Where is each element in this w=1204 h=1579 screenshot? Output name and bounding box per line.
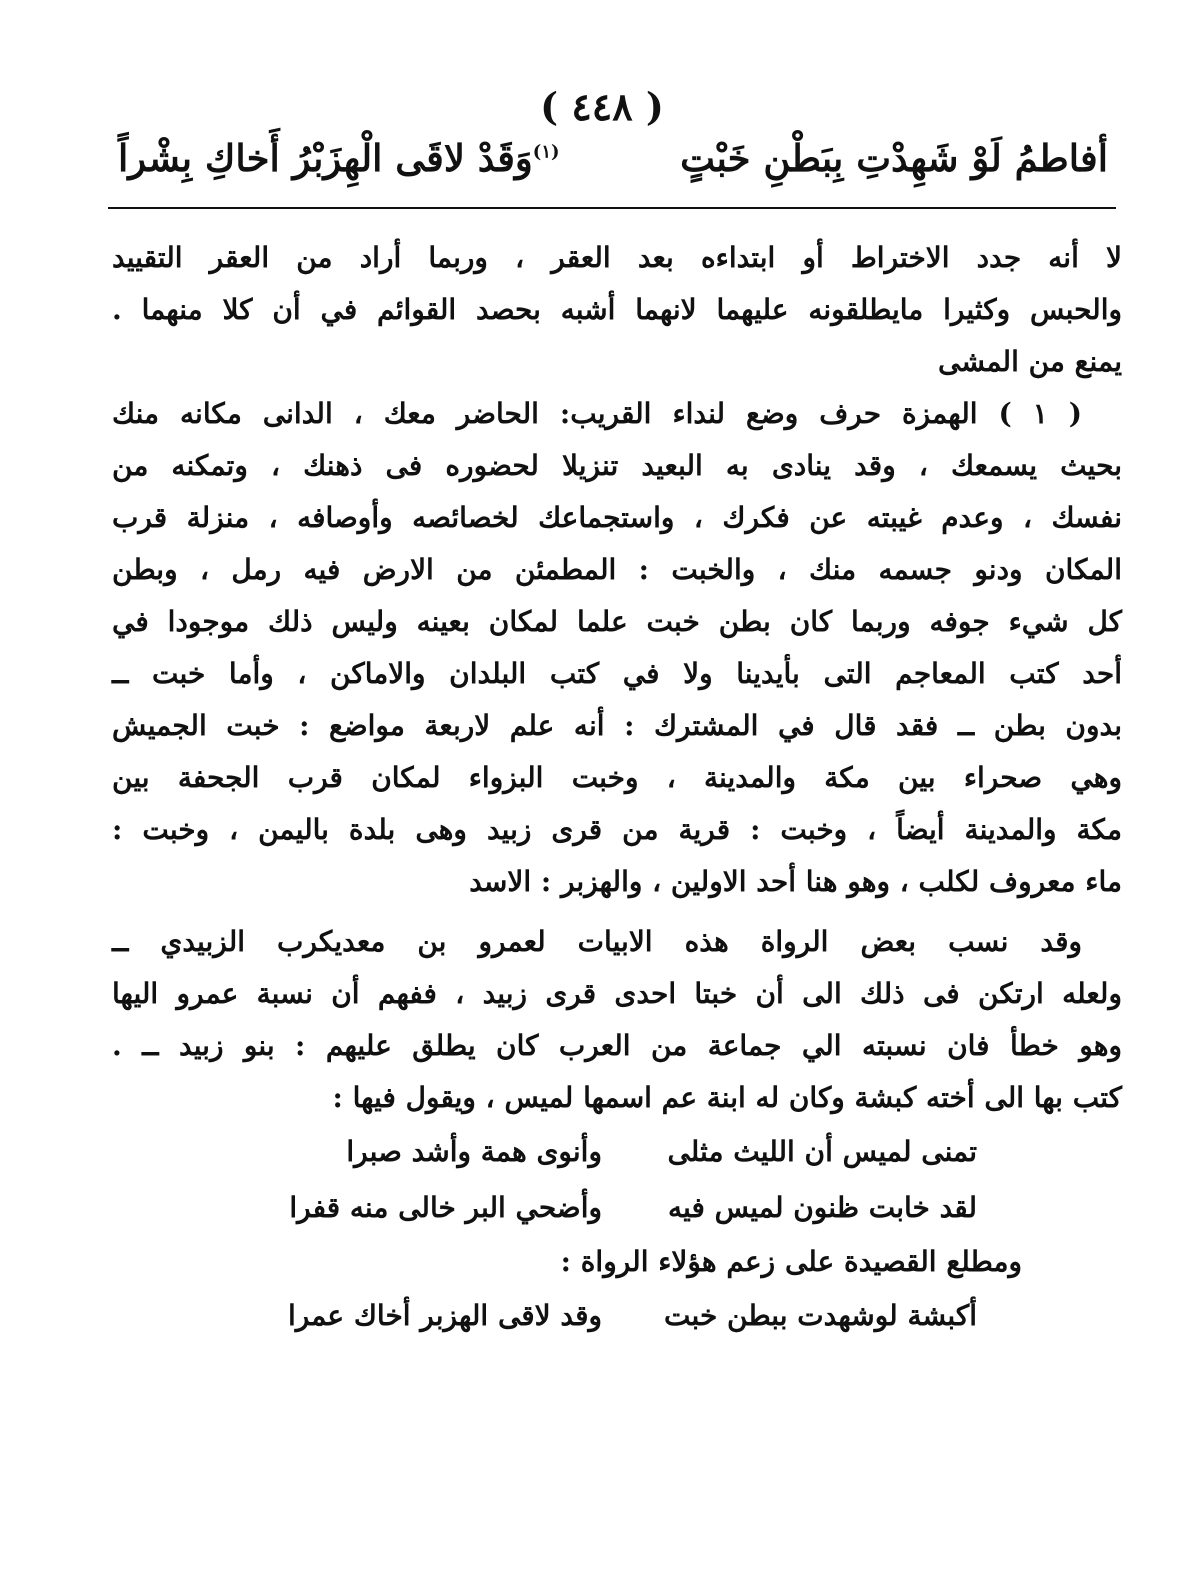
- footnote-line: أحد كتب المعاجم التى بأيدينا ولا في كتب البلدان والاماكن ، وأما خبت ــ: [112, 657, 1122, 690]
- header-divider: [108, 207, 1116, 209]
- verse-line: [112, 1124, 1122, 1180]
- text-line: وهو خطأ فان نسبته الي جماعة من العرب كان يطلق عليهم : بنو زبيد ــ .: [112, 1029, 1122, 1062]
- header-verse: [118, 136, 1108, 196]
- verse-second-hemistich: وقد لاقى الهزبر أخاك عمرا: [287, 1299, 602, 1332]
- footnote-line: المكان ودنو جسمه منك ، والخبت : المطمئن من الارض فيه رمل ، وبطن: [112, 553, 1122, 586]
- footnote-line: كل شيء جوفه وربما كان بطن خبت علما لمكان بعينه وليس ذلك موجودا في: [112, 605, 1122, 638]
- body-text: [112, 232, 1122, 1344]
- text-line: لا أنه جدد الاختراط أو ابتداءه بعد العقر ، وربما أراد من العقر التقييد: [112, 241, 1122, 274]
- footnote-line: مكة والمدينة أيضاً ، وخبت : قرية من قرى زبيد وهى بلدة باليمن ، وخبت :: [112, 813, 1122, 846]
- verse-first-hemistich: لقد خابت ظنون لميس فيه: [668, 1191, 977, 1224]
- verse-second-hemistich: وأنوى همة وأشد صبرا: [346, 1135, 602, 1168]
- footnote-line: بحيث يسمعك ، وقد ينادى به البعيد تنزيلا لحضوره فى ذهنك ، وتمكنه من: [112, 449, 1122, 482]
- verse-first-hemistich: تمنى لميس أن الليث مثلى: [667, 1135, 977, 1168]
- header-verse-second-hemistich: [118, 136, 560, 180]
- verse-first-hemistich: أكبشة لوشهدت ببطن خبت: [664, 1299, 977, 1332]
- text-line: كتب بها الى أخته كبشة وكان له ابنة عم اسمها لميس ، ويقول فيها :: [332, 1081, 1122, 1114]
- footnote-line: ( ١ ) الهمزة حرف وضع لنداء القريب: الحاضر معك ، الدانى مكانه منك: [112, 397, 1082, 430]
- footnote-line: نفسك ، وعدم غيبته عن فكرك ، واستجماعك لخصائصه وأوصافه ، منزلة قرب: [112, 501, 1122, 534]
- intro-line: ومطلع القصيدة على زعم هؤلاء الرواة :: [560, 1245, 1022, 1278]
- verse-second-hemistich: وأضحي البر خالى منه قفرا: [289, 1191, 602, 1224]
- footnote-line: وهي صحراء بين مكة والمدينة ، وخبت البزواء لمكان قرب الجحفة بين: [112, 761, 1122, 794]
- verse-line: [112, 1288, 1122, 1344]
- verse-line: [112, 1180, 1122, 1236]
- footnote-marker: (١): [532, 141, 560, 163]
- text-line: وقد نسب بعض الرواة هذه الابيات لعمرو بن معديكرب الزبيدي ــ: [112, 925, 1082, 958]
- second-hemistich-text: وَقَدْ لاقَى الْهِزَبْرُ أَخاكِ بِشْراً: [118, 136, 533, 180]
- footnote-line: ماء معروف لكلب ، وهو هنا أحد الاولين ، والهزبر : الاسد: [469, 865, 1122, 898]
- page-number: ( ٤٤٨ ): [540, 84, 664, 129]
- text-line: ولعله ارتكن فى ذلك الى أن خبتا احدى قرى زبيد ، ففهم أن نسبة عمرو اليها: [112, 977, 1122, 1010]
- footnote-line: بدون بطن ــ فقد قال في المشترك : أنه علم لاربعة مواضع : خبت الجميش: [112, 709, 1122, 742]
- text-line: والحبس وكثيرا مايطلقونه عليهما لانهما أشبه بحصد القوائم في أن كلا منهما .: [112, 293, 1122, 326]
- text-line: يمنع من المشى: [938, 345, 1122, 378]
- header-verse-first-hemistich: أفاطمُ لَوْ شَهِدْتِ بِبَطْنِ خَبْتٍ: [680, 136, 1108, 180]
